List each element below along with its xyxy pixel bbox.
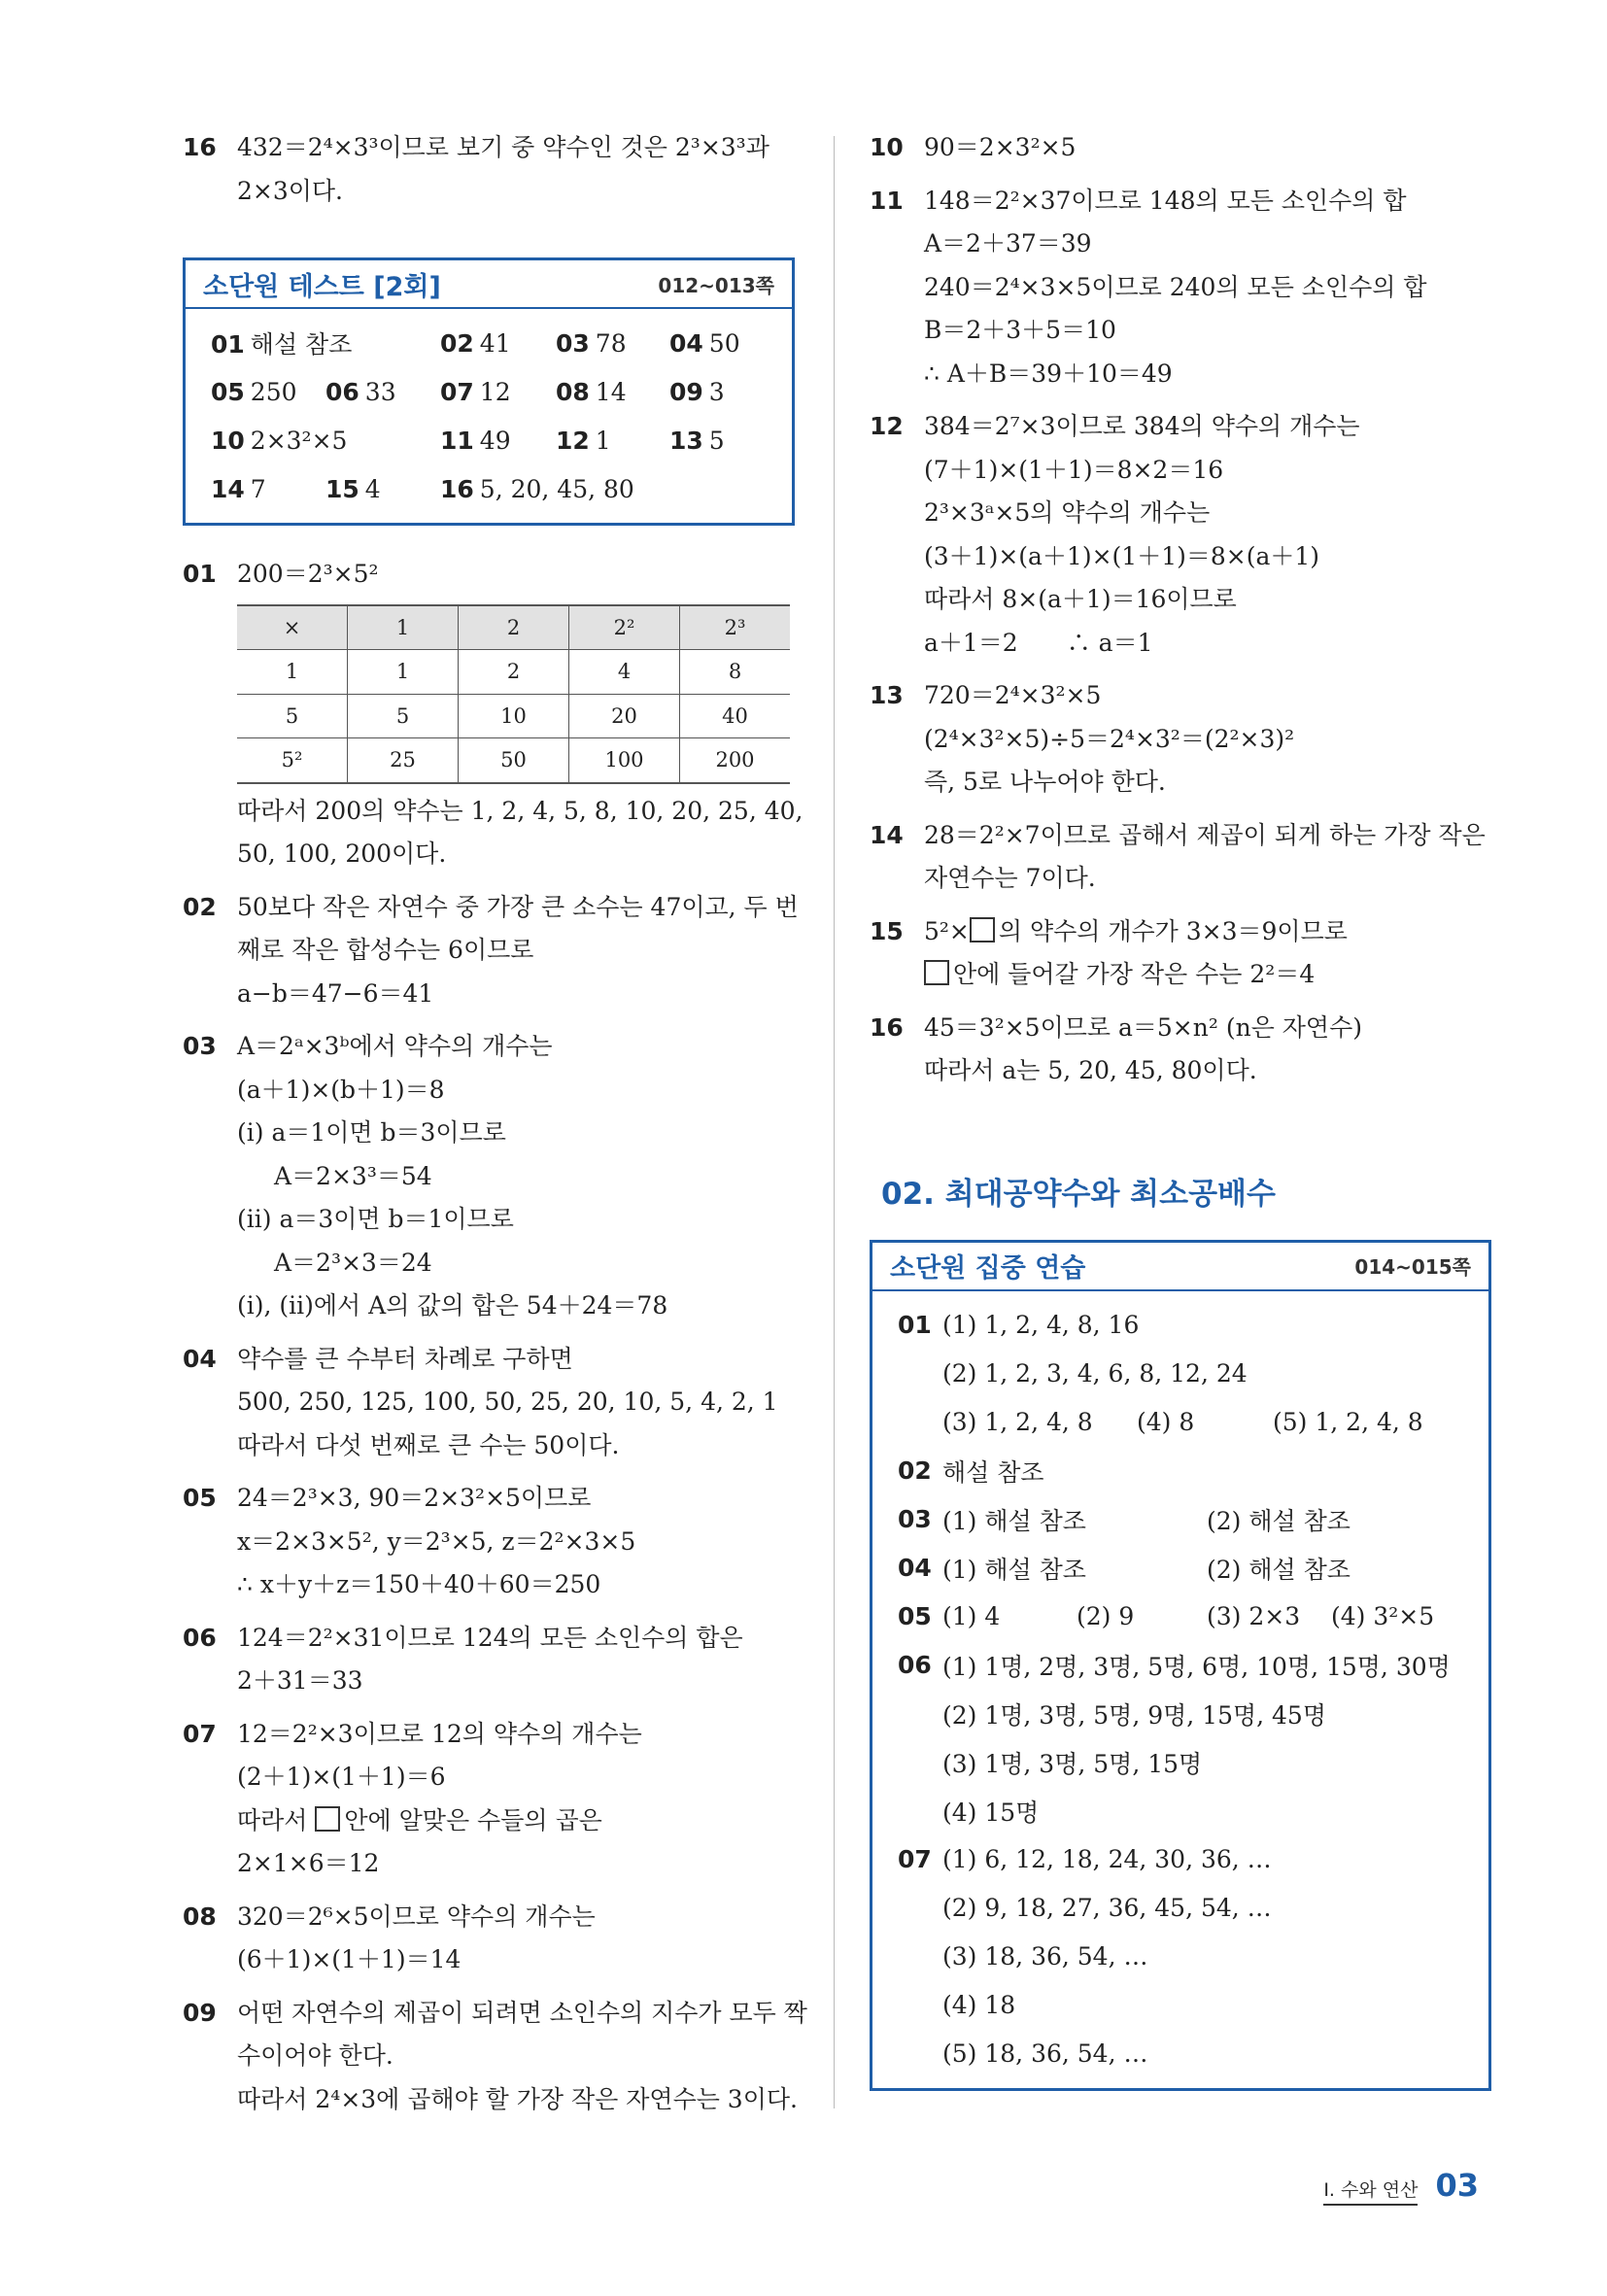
answer-row — [211, 416, 774, 464]
answer-number: 12 — [556, 426, 590, 455]
answer-line — [942, 1544, 1471, 1593]
text-line: (2⁴×3²×5)÷5＝2⁴×3²＝(2²×3)² — [924, 724, 1295, 753]
table-cell: 4 — [569, 650, 680, 695]
problem-14 — [870, 814, 1491, 901]
answer-value: 7 — [250, 474, 266, 503]
page-footer — [1323, 2167, 1479, 2206]
problem-number: 13 — [870, 681, 904, 709]
text-line: 50, 100, 200이다. — [237, 840, 447, 868]
table-row — [237, 738, 790, 783]
table-cell: 40 — [680, 694, 791, 738]
problem-number: 08 — [183, 1902, 217, 1931]
text-part: 안에 들어갈 가장 작은 수는 2²＝4 — [953, 960, 1316, 988]
text-line: 따라서 200의 약수는 1, 2, 4, 5, 8, 10, 20, 25, 40, — [237, 796, 804, 825]
text-line: 90＝2×3²×5 — [924, 133, 1077, 161]
answer-box-header — [186, 260, 792, 309]
problem-number: 11 — [870, 186, 904, 215]
answer-number: 05 — [898, 1601, 932, 1630]
answer-line — [942, 1495, 1471, 1544]
text-part: 따라서 — [237, 1805, 316, 1834]
answer-number: 14 — [211, 474, 245, 503]
left-column — [183, 126, 807, 2131]
text-line: (ⅱ) a＝3이면 b＝1이므로 — [237, 1205, 514, 1233]
text-line — [924, 953, 1491, 997]
text-line — [237, 1799, 795, 1843]
text-line: 12＝2²×3이므로 12의 약수의 개수는 — [237, 1719, 642, 1748]
answer-box-body — [872, 1291, 1488, 2088]
answer-value: 12 — [479, 377, 511, 406]
text-line: 2×3이다. — [237, 176, 344, 205]
answer-item — [556, 329, 627, 358]
answer-line: (1) 1명, 2명, 3명, 5명, 6명, 10명, 15명, 30명 — [942, 1652, 1451, 1681]
answer-number: 01 — [211, 330, 245, 359]
table-cell: 5 — [348, 694, 459, 738]
answer-number: 08 — [556, 377, 590, 406]
answer-number: 03 — [556, 328, 590, 358]
answer-line: (2) 1명, 3명, 5명, 9명, 15명, 45명 — [942, 1700, 1326, 1730]
answer-line: (1) 6, 12, 18, 24, 30, 36, … — [942, 1845, 1272, 1873]
text-line: (7＋1)×(1＋1)＝8×2＝16 — [924, 455, 1224, 484]
answer-box-practice — [870, 1240, 1491, 2091]
answer-item — [669, 427, 725, 455]
answer-row — [211, 319, 774, 367]
answer-number: 01 — [898, 1310, 932, 1339]
answer-line: (2) 9, 18, 27, 36, 45, 54, … — [942, 1894, 1272, 1922]
answer-item — [669, 329, 740, 358]
problem-07 — [183, 1713, 795, 1886]
table-cell: 25 — [348, 738, 459, 783]
answer-part: (4) 3²×5 — [1331, 1602, 1435, 1630]
answer-number: 07 — [898, 1844, 932, 1873]
text-line: 50보다 작은 자연수 중 가장 큰 소수는 47이고, 두 번 — [237, 892, 799, 921]
text-line: (ⅰ) a＝1이면 b＝3이므로 — [237, 1118, 506, 1147]
table-cell: 50 — [459, 738, 569, 783]
answer-part: (5) 1, 2, 4, 8 — [1273, 1408, 1423, 1436]
problem-number: 04 — [183, 1344, 217, 1373]
problem-09 — [183, 1992, 807, 2122]
problem-number: 01 — [183, 560, 217, 588]
problem-05 — [183, 1477, 795, 1607]
table-cell: 2² — [569, 605, 680, 650]
text-line: 따라서 8×(a＋1)＝16이므로 — [924, 585, 1237, 613]
answer-value: 250 — [250, 377, 297, 406]
answer-group — [898, 1641, 1471, 1835]
answer-item — [325, 378, 396, 406]
table-cell: 20 — [569, 694, 680, 738]
answer-item — [325, 475, 381, 503]
text-line: 384＝2⁷×3이므로 384의 약수의 개수는 — [924, 412, 1360, 440]
answer-value: 4 — [364, 474, 381, 503]
answer-line: 해설 참조 — [942, 1457, 1044, 1487]
right-problems — [870, 126, 1491, 1093]
answer-value: 해설 참조 — [250, 330, 353, 359]
table-cell: × — [237, 605, 348, 650]
answer-value: 5, 20, 45, 80 — [479, 474, 634, 503]
section-title: 02. 최대공약수와 최소공배수 — [881, 1176, 1276, 1212]
text-line: 2×1×6＝12 — [237, 1849, 380, 1877]
table-cell: 200 — [680, 738, 791, 783]
answer-item — [440, 427, 511, 455]
answer-line: (1) 1, 2, 4, 8, 16 — [942, 1311, 1140, 1339]
answer-line: (5) 18, 36, 54, … — [942, 2039, 1148, 2068]
text-line: 따라서 다섯 번째로 큰 수는 50이다. — [237, 1430, 620, 1459]
text-line: 즉, 5로 나누어야 한다. — [924, 768, 1166, 796]
answer-box-pages: 012~013쪽 — [658, 273, 774, 297]
blank-box-icon — [970, 917, 995, 942]
answer-part: (2) 9 — [1077, 1602, 1135, 1630]
answer-number: 13 — [669, 426, 703, 455]
text-line: 28＝2²×7이므로 곱해서 제곱이 되게 하는 가장 작은 — [924, 820, 1486, 849]
table-cell: 10 — [459, 694, 569, 738]
answer-item — [211, 378, 297, 406]
answer-value: 33 — [364, 377, 396, 406]
text-line: 자연수는 7이다. — [924, 864, 1096, 892]
answer-part: (1) 해설 참조 — [942, 1555, 1086, 1584]
answer-group — [898, 1447, 1471, 1495]
text-line: B＝2＋3＋5＝10 — [924, 316, 1116, 344]
problem-number: 12 — [870, 412, 904, 440]
text-line: 45＝3²×5이므로 a＝5×n² (n은 자연수) — [924, 1012, 1362, 1042]
text-line: 2＋31＝33 — [237, 1666, 363, 1695]
text-line: 432＝2⁴×3³이므로 보기 중 약수인 것은 2³×3³과 — [237, 133, 769, 161]
table-cell: 1 — [237, 650, 348, 695]
problem-06 — [183, 1617, 795, 1703]
text-line: ∴ x＋y＋z＝150＋40＋60＝250 — [237, 1570, 601, 1598]
problem-08 — [183, 1896, 795, 1982]
column-divider — [834, 136, 835, 2108]
text-part: 의 약수의 개수가 3×3＝9이므로 — [998, 916, 1348, 945]
text-line: 2³×3ᵃ×5의 약수의 개수는 — [924, 498, 1211, 527]
answer-item — [669, 378, 725, 406]
problem-number: 14 — [870, 820, 904, 849]
answer-group — [898, 1835, 1471, 2078]
text-line: 수이어야 한다. — [237, 2041, 393, 2070]
answer-value: 41 — [479, 328, 511, 358]
problem-number: 15 — [870, 916, 904, 945]
text-line: 어떤 자연수의 제곱이 되려면 소인수의 지수가 모두 짝 — [237, 1998, 807, 2027]
problem-12 — [870, 405, 1491, 665]
answer-item — [556, 378, 627, 406]
answer-part: (2) 해설 참조 — [1207, 1506, 1351, 1535]
text-line: (3＋1)×(a＋1)×(1＋1)＝8×(a＋1) — [924, 541, 1320, 570]
answer-row — [211, 464, 774, 513]
text-line: (6＋1)×(1＋1)＝14 — [237, 1945, 462, 1973]
text-line: a−b＝47−6＝41 — [237, 978, 434, 1008]
answer-group — [898, 1301, 1471, 1447]
problem-number: 16 — [183, 133, 217, 161]
answer-number: 09 — [669, 377, 703, 406]
table-cell: 1 — [348, 650, 459, 695]
text-line — [924, 910, 1491, 954]
text-line: A＝2ᵃ×3ᵇ에서 약수의 개수는 — [237, 1032, 553, 1060]
answer-number: 06 — [325, 377, 359, 406]
answer-number: 05 — [211, 377, 245, 406]
text-line: (a＋1)×(b＋1)＝8 — [237, 1075, 445, 1104]
problem-number: 06 — [183, 1623, 217, 1652]
text-line: a＋1＝2 ∴ a＝1 — [924, 628, 1153, 657]
text-line: 240＝2⁴×3×5이므로 240의 모든 소인수의 합 — [924, 272, 1427, 301]
answer-item — [440, 475, 634, 503]
problem-number: 07 — [183, 1719, 217, 1748]
blank-box-icon — [924, 960, 949, 985]
answer-box-test — [183, 257, 795, 526]
answer-line: (4) 15명 — [942, 1798, 1040, 1827]
answer-number: 02 — [898, 1456, 932, 1485]
text-line: 약수를 큰 수부터 차례로 구하면 — [237, 1344, 573, 1373]
problem-number: 05 — [183, 1484, 217, 1512]
text-line: 따라서 2⁴×3에 곱해야 할 가장 작은 자연수는 3이다. — [237, 2084, 798, 2113]
text-line: 200＝2³×5² — [237, 560, 379, 588]
answer-number: 04 — [898, 1553, 932, 1582]
answer-line: (4) 18 — [942, 1991, 1016, 2019]
text-line: (2＋1)×(1＋1)＝6 — [237, 1763, 446, 1791]
table-row — [237, 650, 790, 695]
table-cell: 100 — [569, 738, 680, 783]
right-column — [870, 126, 1491, 2118]
problem-15 — [870, 910, 1491, 997]
table-cell: 8 — [680, 650, 791, 695]
problem-16 — [870, 1007, 1491, 1093]
chapter-label: Ⅰ. 수와 연산 — [1323, 2176, 1418, 2206]
answer-number: 15 — [325, 474, 359, 503]
answer-item — [211, 475, 266, 503]
problem-16-prev — [183, 126, 795, 213]
left-problems — [183, 886, 807, 2122]
answer-box-title: 소단원 집중 연습 — [890, 1253, 1086, 1284]
answer-box-header — [872, 1243, 1488, 1291]
answer-value: 49 — [479, 426, 511, 455]
answer-item — [440, 378, 511, 406]
text-line: 째로 작은 합성수는 6이므로 — [237, 936, 534, 964]
answer-value: 2×3²×5 — [250, 426, 348, 455]
problem-11 — [870, 180, 1491, 396]
table-cell: 1 — [348, 605, 459, 650]
answer-box-pages: 014~015쪽 — [1354, 1255, 1471, 1279]
text-part: 5²× — [924, 916, 970, 945]
answer-value: 78 — [595, 328, 627, 358]
answer-number: 04 — [669, 328, 703, 358]
text-line: 24＝2³×3, 90＝2×3²×5이므로 — [237, 1484, 592, 1512]
page-number: 03 — [1435, 2167, 1479, 2204]
answer-number: 16 — [440, 474, 474, 503]
problem-13 — [870, 674, 1491, 805]
answer-item — [556, 427, 611, 455]
problem-03 — [183, 1025, 795, 1328]
answer-group — [898, 1495, 1471, 1544]
answer-part: (4) 8 — [1137, 1408, 1195, 1436]
problem-number: 09 — [183, 1998, 217, 2027]
answer-value: 14 — [595, 377, 627, 406]
answer-number: 06 — [898, 1650, 932, 1679]
answer-value: 3 — [708, 377, 725, 406]
text-line: 320＝2⁶×5이므로 약수의 개수는 — [237, 1902, 596, 1931]
text-line: 124＝2²×31이므로 124의 모든 소인수의 합은 — [237, 1623, 743, 1652]
answer-value: 5 — [708, 426, 725, 455]
text-line: 500, 250, 125, 100, 50, 25, 20, 10, 5, 4, 2, 1 — [237, 1388, 778, 1416]
answer-group — [898, 1593, 1471, 1641]
text-line: 720＝2⁴×3²×5 — [924, 681, 1102, 709]
problem-04 — [183, 1338, 795, 1468]
problem-number: 10 — [870, 133, 904, 161]
answer-item — [440, 329, 511, 358]
answer-item — [211, 427, 347, 455]
answer-line — [942, 1593, 1471, 1641]
answer-box-title: 소단원 테스트 [2회] — [203, 271, 441, 302]
answer-part: (1) 4 — [942, 1602, 1001, 1630]
answer-part: (3) 1, 2, 4, 8 — [942, 1408, 1093, 1436]
problem-02 — [183, 886, 799, 1016]
table-cell: 2³ — [680, 605, 791, 650]
answer-item — [211, 326, 352, 360]
problem-01 — [183, 553, 804, 876]
answer-value: 50 — [708, 328, 740, 358]
text-line: x＝2×3×5², y＝2³×5, z＝2²×3×5 — [237, 1526, 636, 1556]
answer-line: (3) 18, 36, 54, … — [942, 1942, 1148, 1970]
text-part: 안에 알맞은 수들의 곱은 — [344, 1805, 602, 1834]
table-row — [237, 605, 790, 650]
answer-part: (1) 해설 참조 — [942, 1506, 1086, 1535]
text-line: (ⅰ), (ⅱ)에서 A의 값의 합은 54＋24＝78 — [237, 1291, 668, 1319]
problem-number: 02 — [183, 892, 217, 921]
answer-part: (2) 해설 참조 — [1207, 1555, 1351, 1584]
text-line: A＝2³×3＝24 — [274, 1248, 432, 1277]
text-line: 따라서 a는 5, 20, 45, 80이다. — [924, 1056, 1257, 1084]
answer-number: 07 — [440, 377, 474, 406]
answer-line — [942, 1398, 1471, 1447]
text-line: A＝2＋37＝39 — [924, 229, 1092, 257]
answer-part: (3) 2×3 — [1207, 1602, 1301, 1630]
answer-box-body — [186, 309, 792, 523]
answer-value: 1 — [595, 426, 611, 455]
problem-number: 03 — [183, 1032, 217, 1060]
answer-number: 11 — [440, 426, 474, 455]
text-line: ∴ A＋B＝39＋10＝49 — [924, 359, 1173, 388]
answer-number: 02 — [440, 328, 474, 358]
answer-line: (2) 1, 2, 3, 4, 6, 8, 12, 24 — [942, 1359, 1248, 1388]
table-cell: 5² — [237, 738, 348, 783]
answer-row — [211, 367, 774, 416]
answer-group — [898, 1544, 1471, 1593]
answer-number: 03 — [898, 1504, 932, 1533]
problem-10 — [870, 126, 1491, 170]
table-row — [237, 694, 790, 738]
table-cell: 2 — [459, 605, 569, 650]
answer-line: (3) 1명, 3명, 5명, 15명 — [942, 1749, 1203, 1778]
table-cell: 2 — [459, 650, 569, 695]
text-line: A＝2×3³＝54 — [274, 1161, 432, 1190]
text-line: 148＝2²×37이므로 148의 모든 소인수의 합 — [924, 186, 1407, 215]
answer-number: 10 — [211, 426, 245, 455]
blank-box-icon — [315, 1806, 340, 1832]
divisor-table — [237, 604, 790, 784]
table-cell: 5 — [237, 694, 348, 738]
problem-number: 16 — [870, 1012, 904, 1042]
